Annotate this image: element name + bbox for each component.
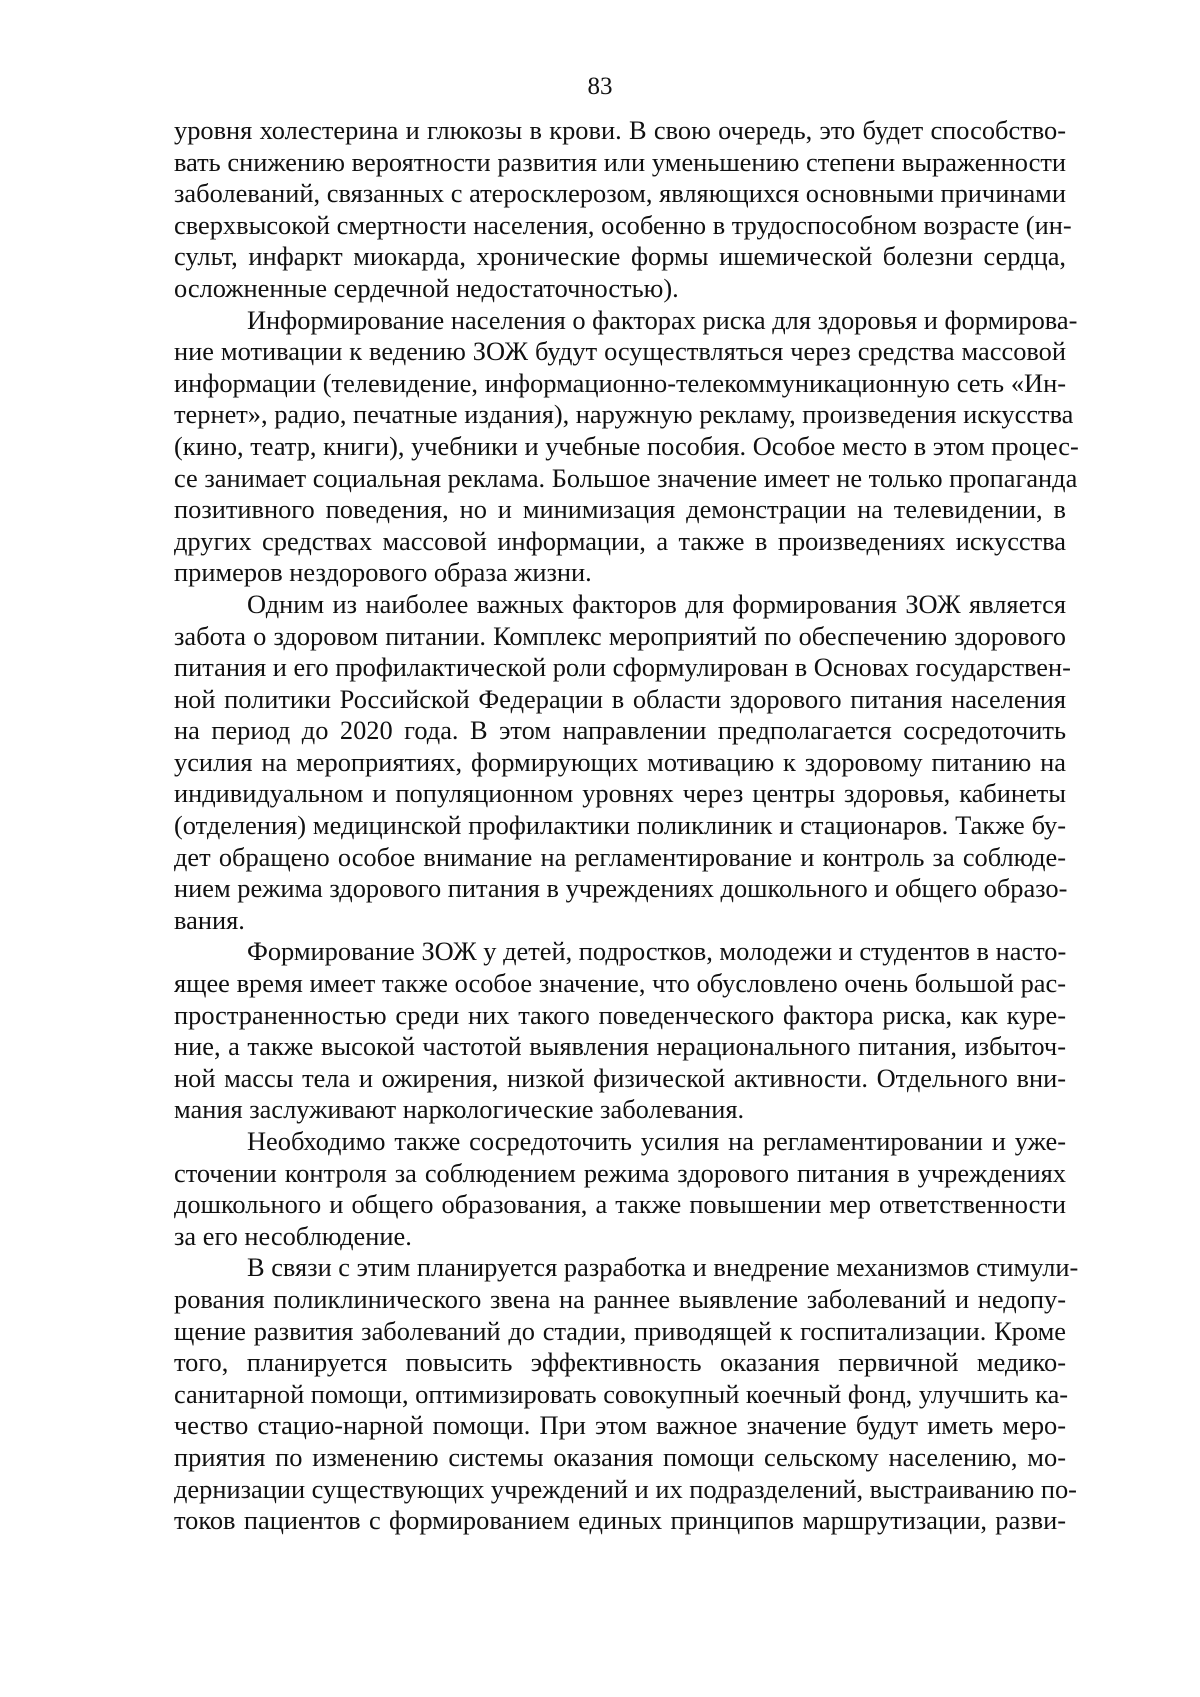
paragraph [174,936,1066,1126]
text-line: других средствах массовой информации, а также в произведениях искусства [174,525,1066,556]
text-line: нием режима здорового питания в учреждениях дошкольного и общего образо- [174,873,1068,904]
text-line: (отделения) медицинской профилактики поликлиник и стационаров. Также бу- [174,810,1066,841]
text-line: позитивного поведения, но и минимизация демонстрации на телевидении, в [174,494,1066,525]
text-line: мания заслуживают наркологические заболевания. [174,1094,745,1125]
text-line: Необходимо также сосредоточить усилия на регламентировании и уже- [247,1126,1066,1156]
text-line: осложненные сердечной недостаточностью). [174,272,679,303]
text-line: ной массы тела и ожирения, низкой физической активности. Отдельного вни- [174,1062,1066,1093]
text-line: усилия на мероприятиях, формирующих мотивацию к здоровому питанию на [174,746,1066,777]
text-line: информации (телевидение, информационно-телекоммуникационную сеть «Ин- [174,367,1066,398]
paragraph [174,588,1071,937]
page-number: 83 [587,73,613,100]
text-line: (кино, театр, книги), учебники и учебные пособия. Особое место в этом процес- [174,430,1079,461]
text-line: индивидуальном и популяционном уровнях через центры здоровья, кабинеты [174,778,1066,809]
text-line: ящее время имеет также особое значение, что обусловлено очень большой рас- [174,968,1066,999]
body-text [174,115,1079,1537]
text-line: сточении контроля за соблюдением режима здорового питания в учреждениях [174,1157,1066,1188]
text-line: примеров нездорового образа жизни. [174,557,592,588]
text-line: чество стацио-нарной помощи. При этом важное значение будут иметь меро- [174,1410,1066,1441]
text-line: ние мотивации к ведению ЗОЖ будут осуществляться через средства массовой [174,336,1066,367]
text-line: сульт, инфаркт миокарда, хронические формы ишемической болезни сердца, [174,241,1066,272]
text-line: пространенностью среди них такого поведенческого фактора риска, как куре- [174,999,1066,1030]
paragraph [174,1126,1066,1252]
text-line: приятия по изменению системы оказания помощи сельскому населению, мо- [174,1441,1066,1472]
text-line: дет обращено особое внимание на регламентирование и контроль за соблюде- [174,841,1066,872]
text-line: питания и его профилактической роли сформулирован в Основах государствен- [174,652,1071,683]
paragraph [174,304,1079,589]
text-line: за его несоблюдение. [174,1220,412,1251]
text-line: санитарной помощи, оптимизировать совокупный коечный фонд, улучшить ка- [174,1378,1069,1409]
text-line: на период до 2020 года. В этом направлении предполагается сосредоточить [174,715,1066,746]
text-line: сверхвысокой смертности населения, особенно в трудоспособном возрасте (ин- [174,209,1072,240]
paragraph [174,1252,1079,1536]
text-line: В связи с этим планируется разработка и внедрение механизмов стимули- [247,1252,1079,1283]
text-line: заболеваний, связанных с атеросклерозом, являющихся основными причинами [174,178,1066,209]
text-line: того, планируется повысить эффективность оказания первичной медико- [174,1347,1066,1378]
text-line: забота о здоровом питании. Комплекс мероприятий по обеспечению здорового [174,620,1066,651]
text-line: ной политики Российской Федерации в области здорового питания населения [174,683,1066,714]
text-line: рования поликлинического звена на раннее выявление заболеваний и недопу- [174,1283,1066,1314]
text-line: уровня холестерина и глюкозы в крови. В свою очередь, это будет способство- [174,115,1066,145]
text-line: щение развития заболеваний до стадии, приводящей к госпитализации. Кроме [174,1315,1066,1346]
paragraph [174,115,1072,305]
text-line: токов пациентов с формированием единых принципов маршрутизации, разви- [174,1505,1066,1536]
text-line: тернет», радио, печатные издания), наружную рекламу, произведения искусства [174,399,1074,430]
text-line: Одним из наиболее важных факторов для формирования ЗОЖ является [247,588,1066,619]
text-line: дошкольного и общего образования, а также повышении мер ответственности [174,1189,1066,1220]
text-line: вать снижению вероятности развития или уменьшению степени выраженности [174,146,1066,177]
text-line: вания. [174,904,245,935]
text-line: ние, а также высокой частотой выявления нерационального питания, избыточ- [174,1031,1066,1062]
text-line: Формирование ЗОЖ у детей, подростков, молодежи и студентов в насто- [247,936,1067,967]
text-line: дернизации существующих учреждений и их подразделений, выстраиванию по- [174,1473,1077,1504]
text-line: Информирование населения о факторах риска для здоровья и формирова- [247,304,1078,335]
text-line: се занимает социальная реклама. Большое значение имеет не только пропаганда [174,462,1078,493]
